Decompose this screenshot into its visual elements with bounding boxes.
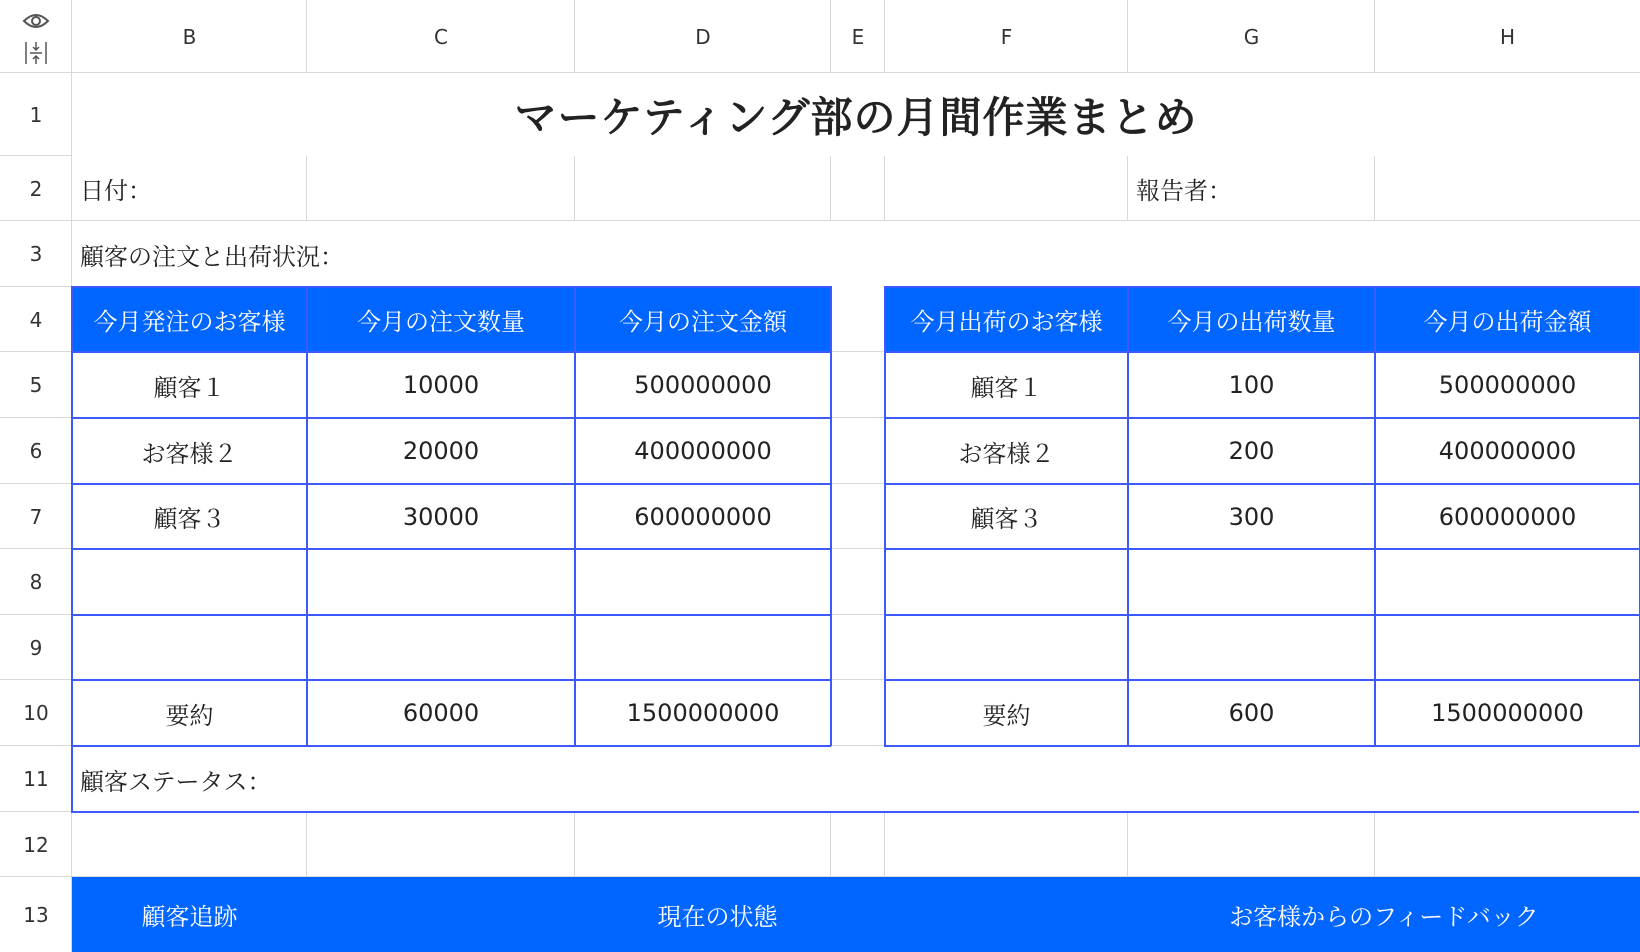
column-header[interactable]: B bbox=[182, 24, 197, 49]
row-header[interactable]: 2 bbox=[29, 176, 43, 201]
table-border bbox=[71, 286, 73, 746]
table-border bbox=[71, 745, 831, 747]
orders-table-cell[interactable]: 30000 bbox=[402, 502, 480, 531]
table-border bbox=[71, 614, 831, 616]
table-border bbox=[884, 745, 1640, 747]
table-border bbox=[71, 351, 831, 353]
table-border bbox=[884, 679, 1640, 681]
orders-header-cell[interactable]: 今月発注のお客様 bbox=[72, 287, 307, 352]
orders-table-cell[interactable]: 顧客１ bbox=[153, 373, 226, 402]
table-border bbox=[71, 417, 831, 419]
row-header[interactable]: 6 bbox=[29, 439, 43, 463]
orders-table-cell[interactable]: 500000000 bbox=[634, 371, 772, 399]
sheet-title[interactable]: マーケティング部の月間作業まとめ bbox=[72, 73, 1640, 156]
orders-table-cell[interactable]: 顧客３ bbox=[153, 505, 226, 533]
table-border bbox=[884, 286, 886, 746]
shipments-table-cell[interactable]: 400000000 bbox=[1438, 437, 1577, 465]
orders-summary-cell[interactable]: 1500000000 bbox=[626, 699, 780, 727]
table-border bbox=[884, 548, 1640, 550]
orders-table-cell[interactable]: お客様２ bbox=[141, 439, 238, 468]
row-header[interactable]: 1 bbox=[29, 102, 43, 127]
shipments-summary-cell[interactable]: 600 bbox=[1228, 699, 1275, 727]
table-border bbox=[884, 483, 1640, 485]
table-border bbox=[71, 679, 831, 681]
row-header[interactable]: 7 bbox=[29, 504, 43, 529]
table-border bbox=[574, 286, 576, 746]
orders-header-cell[interactable]: 今月の注文金額 bbox=[575, 287, 831, 352]
column-header[interactable]: H bbox=[1499, 24, 1516, 49]
orders-table-cell[interactable]: 400000000 bbox=[634, 437, 772, 465]
table-border bbox=[884, 614, 1640, 616]
row-header[interactable]: 10 bbox=[23, 701, 49, 725]
orders-heading[interactable]: 顧客の注文と出荷状況： bbox=[72, 221, 1640, 287]
shipments-table-cell[interactable]: 500000000 bbox=[1438, 371, 1577, 399]
status-header-tracking[interactable]: 顧客追跡 bbox=[72, 877, 307, 952]
reporter-label[interactable]: 報告者： bbox=[1136, 177, 1232, 205]
table-border bbox=[71, 483, 831, 485]
orders-table-cell[interactable]: 20000 bbox=[402, 437, 480, 465]
table-border bbox=[71, 548, 831, 550]
column-header[interactable]: F bbox=[1000, 24, 1013, 49]
table-border bbox=[1374, 286, 1376, 746]
table-border bbox=[306, 286, 308, 746]
status-heading[interactable]: 顧客ステータス： bbox=[72, 746, 1640, 812]
shipments-table-cell[interactable]: 600000000 bbox=[1438, 502, 1577, 531]
row-header[interactable]: 12 bbox=[23, 832, 49, 857]
orders-header-cell[interactable]: 今月の注文数量 bbox=[307, 287, 575, 352]
table-border bbox=[884, 417, 1640, 419]
table-border bbox=[1127, 286, 1129, 746]
shipments-header-cell[interactable]: 今月の出荷数量 bbox=[1128, 287, 1375, 352]
shipments-table-cell[interactable]: 顧客３ bbox=[970, 505, 1043, 533]
column-header[interactable]: D bbox=[695, 24, 711, 49]
row-header[interactable]: 9 bbox=[29, 635, 43, 660]
column-header[interactable]: E bbox=[851, 24, 865, 49]
row-header[interactable]: 11 bbox=[23, 767, 49, 791]
table-border bbox=[71, 745, 73, 812]
orders-table-cell[interactable]: 600000000 bbox=[634, 502, 772, 531]
table-border bbox=[884, 351, 1640, 353]
table-border bbox=[71, 286, 831, 288]
shipments-summary-cell[interactable]: 要約 bbox=[982, 701, 1031, 730]
shipments-table-cell[interactable]: 300 bbox=[1228, 502, 1275, 531]
orders-summary-cell[interactable]: 60000 bbox=[402, 699, 480, 727]
shipments-table-cell[interactable]: 顧客１ bbox=[970, 373, 1043, 402]
eye-icon[interactable] bbox=[22, 8, 50, 36]
date-label[interactable]: 日付： bbox=[80, 177, 152, 205]
freeze-panes-icon[interactable] bbox=[23, 40, 49, 72]
orders-summary-cell[interactable]: 要約 bbox=[165, 701, 214, 730]
column-header[interactable]: C bbox=[434, 24, 448, 49]
shipments-header-cell[interactable]: 今月出荷のお客様 bbox=[885, 287, 1128, 352]
row-header[interactable]: 4 bbox=[29, 307, 43, 332]
row-header[interactable]: 13 bbox=[23, 902, 49, 927]
status-header-feedback[interactable]: お客様からのフィードバック bbox=[1128, 877, 1640, 952]
table-border bbox=[830, 286, 832, 746]
shipments-table-cell[interactable]: 100 bbox=[1228, 371, 1275, 399]
row-header[interactable]: 5 bbox=[29, 373, 43, 397]
shipments-table-cell[interactable]: お客様２ bbox=[958, 439, 1055, 468]
table-border bbox=[884, 286, 1640, 288]
status-header-current[interactable]: 現在の状態 bbox=[307, 877, 1128, 952]
shipments-header-cell[interactable]: 今月の出荷金額 bbox=[1375, 287, 1640, 352]
orders-table-cell[interactable]: 10000 bbox=[402, 371, 480, 399]
column-header[interactable]: G bbox=[1243, 24, 1260, 49]
row-header[interactable]: 8 bbox=[29, 570, 43, 594]
shipments-table-cell[interactable]: 200 bbox=[1228, 437, 1275, 465]
table-border bbox=[71, 811, 1639, 813]
shipments-summary-cell[interactable]: 1500000000 bbox=[1431, 699, 1584, 727]
row-header[interactable]: 3 bbox=[29, 242, 43, 266]
corner-cell[interactable] bbox=[0, 0, 72, 73]
